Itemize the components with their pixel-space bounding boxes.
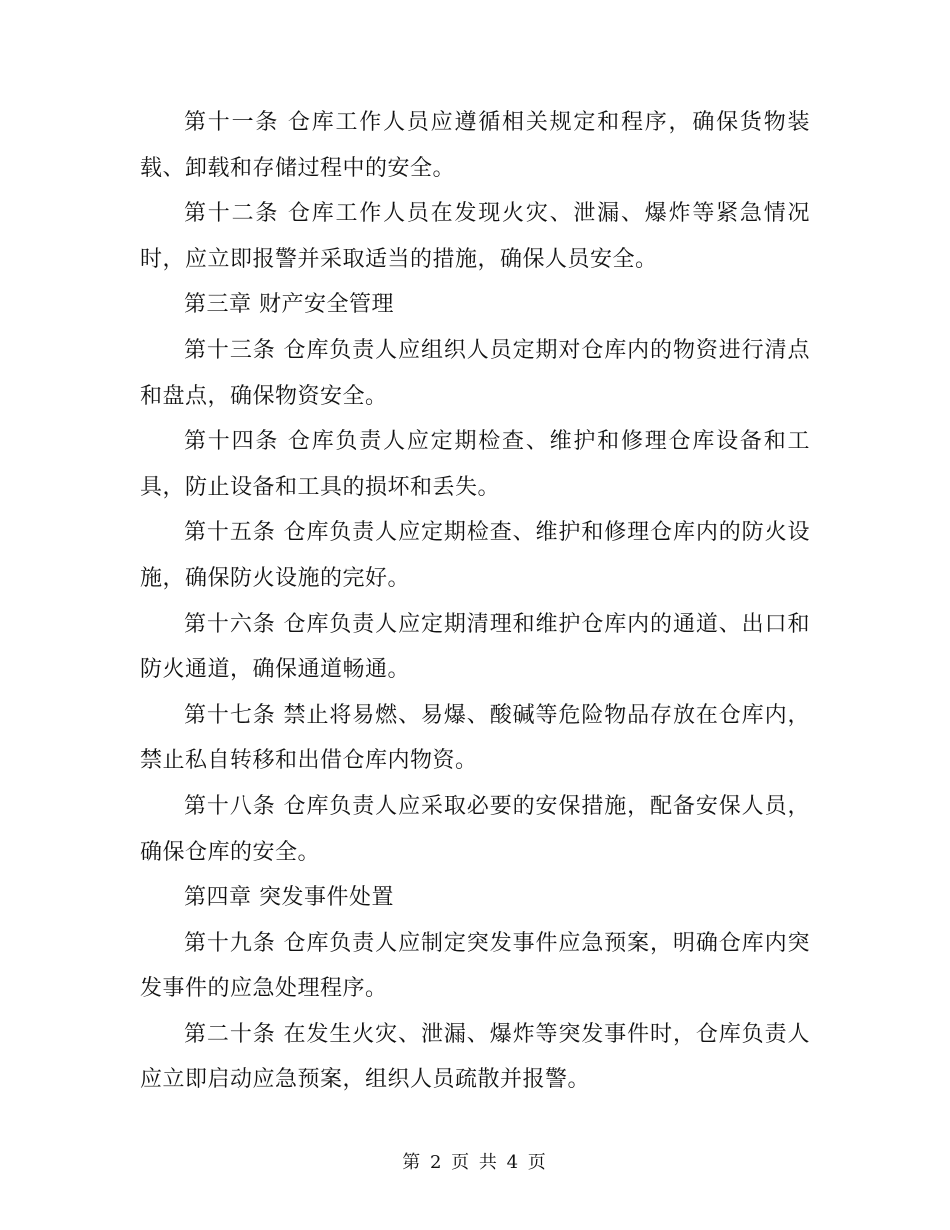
article-17: 第十七条 禁止将易燃、易爆、酸碱等危险物品存放在仓库内，禁止私自转移和出借仓库内物资。: [140, 702, 810, 774]
article-14: 第十四条 仓库负责人应定期检查、维护和修理仓库设备和工具，防止设备和工具的损坏和丢失。: [140, 429, 810, 500]
chapter-3-heading: 第三章 财产安全管理: [184, 292, 394, 318]
article-11: 第十一条 仓库工作人员应遵循相关规定和程序，确保货物装载、卸载和存储过程中的安全。: [140, 110, 810, 181]
article-19: 第十九条 仓库负责人应制定突发事件应急预案，明确仓库内突发事件的应急处理程序。: [140, 930, 810, 1002]
article-12: 第十二条 仓库工作人员在发现火灾、泄漏、爆炸等紧急情况时，应立即报警并采取适当的措施，确保人员安全。: [140, 201, 810, 272]
article-15: 第十五条 仓库负责人应定期检查、维护和修理仓库内的防火设施，确保防火设施的完好。: [140, 520, 810, 591]
article-18: 第十八条 仓库负责人应采取必要的安保措施，配备安保人员，确保仓库的安全。: [140, 793, 810, 865]
page-number-footer: 第 2 页 共 4 页: [402, 1152, 548, 1173]
article-16: 第十六条 仓库负责人应定期清理和维护仓库内的通道、出口和防火通道，确保通道畅通。: [140, 611, 810, 683]
chapter-4-heading: 第四章 突发事件处置: [184, 885, 394, 911]
article-13: 第十三条 仓库负责人应组织人员定期对仓库内的物资进行清点和盘点，确保物资安全。: [140, 337, 810, 409]
article-20: 第二十条 在发生火灾、泄漏、爆炸等突发事件时，仓库负责人应立即启动应急预案，组织人员疏散并报警。: [140, 1021, 810, 1093]
document-body: [140, 100, 810, 1103]
